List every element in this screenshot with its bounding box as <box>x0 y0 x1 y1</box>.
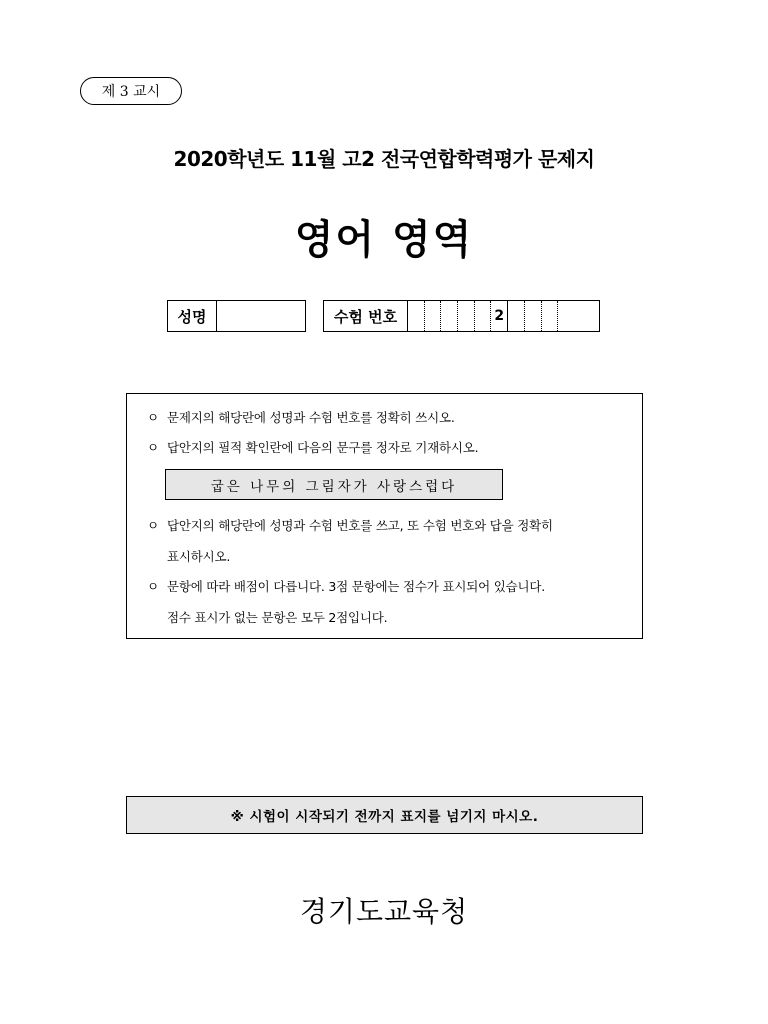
name-label: 성명 <box>168 301 217 331</box>
exam-digit-cell[interactable] <box>542 301 559 331</box>
exam-number-digits[interactable] <box>408 301 599 331</box>
instruction-text: 답안지의 필적 확인란에 다음의 문구를 정자로 기재하시오. <box>167 440 479 455</box>
period-badge <box>80 77 182 105</box>
bullet-circle-icon: ㅇ <box>147 518 159 533</box>
exam-digit-cell[interactable] <box>525 301 542 331</box>
instruction-item <box>147 408 455 426</box>
exam-digit-cell[interactable] <box>475 301 492 331</box>
warning-banner <box>126 796 643 834</box>
instruction-text: 문항에 따라 배점이 다릅니다. 3점 문항에는 점수가 표시되어 있습니다. <box>167 579 545 594</box>
instructions-box <box>126 393 643 639</box>
instruction-item <box>147 438 478 456</box>
exam-digit-cell[interactable] <box>558 301 575 331</box>
exam-digit-cell[interactable] <box>441 301 458 331</box>
instruction-item <box>147 516 553 534</box>
instruction-text: 문제지의 해당란에 성명과 수험 번호를 정확히 쓰시오. <box>167 410 455 425</box>
exam-digit-cell[interactable] <box>458 301 475 331</box>
name-input[interactable] <box>217 301 305 331</box>
issuer-name: 경기도교육청 <box>299 895 469 928</box>
handwriting-phrase-box <box>165 469 503 500</box>
page-title: 영어 영역 <box>294 217 474 263</box>
instruction-item <box>147 577 545 595</box>
bullet-circle-icon: ㅇ <box>147 440 159 455</box>
handwriting-phrase: 굽은 나무의 그림자가 사랑스럽다 <box>210 478 458 495</box>
exam-number-label: 수험 번호 <box>324 301 408 331</box>
instruction-continuation: 표시하시오. <box>167 549 231 564</box>
warning-text: ※ 시험이 시작되기 전까지 표지를 넘기지 마시오. <box>230 809 539 825</box>
exam-subtitle: 2020학년도 11월 고2 전국연합학력평가 문제지 <box>173 147 595 171</box>
exam-digit-cell[interactable] <box>508 301 525 331</box>
period-label: 제 3 교시 <box>101 84 161 100</box>
exam-number-field <box>323 300 600 332</box>
name-field <box>167 300 306 332</box>
exam-digit-cell[interactable] <box>408 301 425 331</box>
exam-digit-cell[interactable] <box>425 301 442 331</box>
bullet-circle-icon: ㅇ <box>147 579 159 594</box>
bullet-circle-icon: ㅇ <box>147 410 159 425</box>
instruction-text: 답안지의 해당란에 성명과 수험 번호를 쓰고, 또 수험 번호와 답을 정확히 <box>167 518 553 533</box>
exam-digit-cell[interactable]: 2 <box>491 301 508 331</box>
instruction-continuation: 점수 표시가 없는 문항은 모두 2점입니다. <box>167 610 388 625</box>
